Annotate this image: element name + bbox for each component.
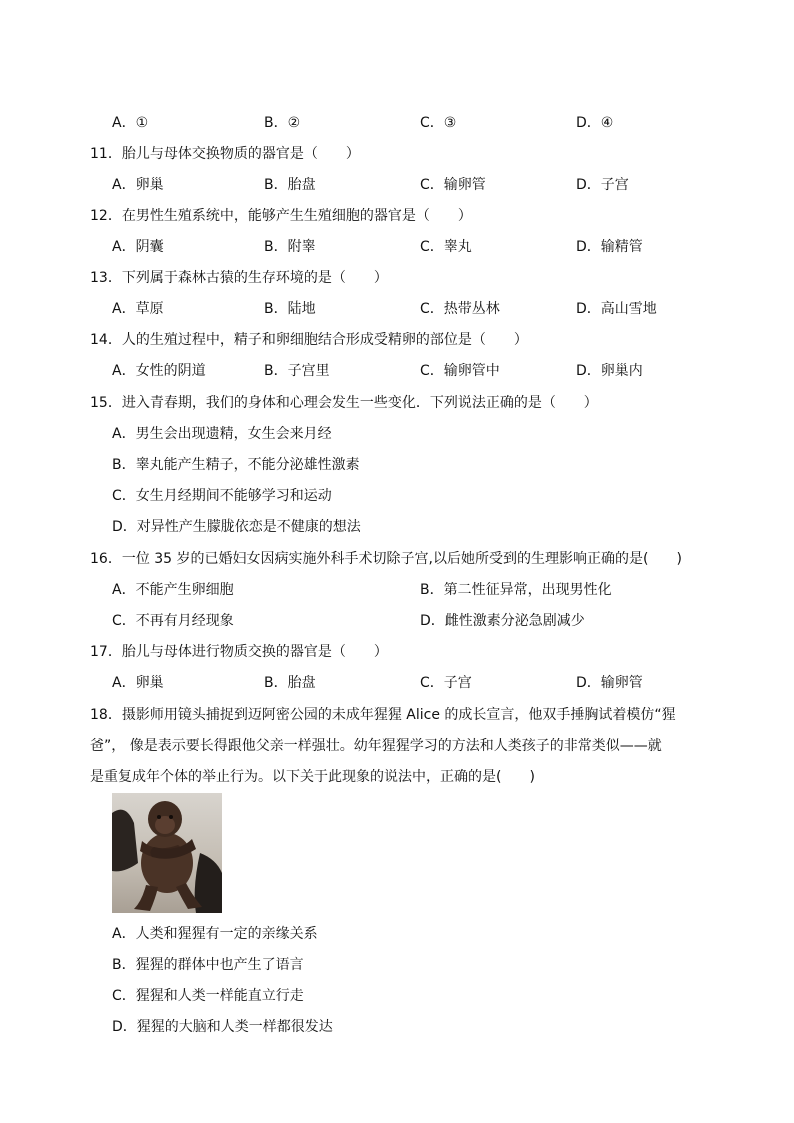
q18-option-c: C．猩猩和人类一样能直立行走 — [112, 988, 304, 1004]
q16-stem: 16．一位 35 岁的已婚妇女因病实施外科手术切除子宫,以后她所受到的生理影响正确的是( ) — [90, 551, 682, 567]
q11-option-c: C．输卵管 — [420, 177, 486, 193]
q11-stem: 11．胎儿与母体交换物质的器官是（ ） — [90, 146, 360, 162]
gorilla-illustration — [112, 793, 222, 913]
q13-option-d: D．高山雪地 — [576, 301, 657, 317]
q15-option-c: C．女生月经期间不能够学习和运动 — [112, 488, 332, 504]
q16-option-b: B．第二性征异常，出现男性化 — [420, 582, 612, 598]
q12-option-d: D．输精管 — [576, 239, 643, 255]
q15-stem: 15．进入青春期，我们的身体和心理会发生一些变化．下列说法正确的是（ ） — [90, 395, 598, 411]
q15-option-d: D．对异性产生朦胧依恋是不健康的想法 — [112, 519, 361, 535]
q10-option-d: D．④ — [576, 115, 614, 131]
q16-option-a: A．不能产生卵细胞 — [112, 582, 234, 598]
q18-stem-line-3: 是重复成年个体的举止行为。以下关于此现象的说法中，正确的是( ) — [90, 769, 535, 785]
q15-option-a: A．男生会出现遗精，女生会来月经 — [112, 426, 332, 442]
q18-option-b: B．猩猩的群体中也产生了语言 — [112, 957, 304, 973]
q17-option-b: B．胎盘 — [264, 675, 316, 691]
q17-stem: 17．胎儿与母体进行物质交换的器官是（ ） — [90, 644, 388, 660]
q12-option-a: A．阴囊 — [112, 239, 164, 255]
q17-option-d: D．输卵管 — [576, 675, 643, 691]
q13-option-b: B．陆地 — [264, 301, 316, 317]
q14-stem: 14．人的生殖过程中，精子和卵细胞结合形成受精卵的部位是（ ） — [90, 332, 528, 348]
q18-option-d: D．猩猩的大脑和人类一样都很发达 — [112, 1019, 333, 1035]
q13-option-c: C．热带丛林 — [420, 301, 500, 317]
q18-option-a: A．人类和猩猩有一定的亲缘关系 — [112, 926, 318, 942]
q12-option-b: B．附睾 — [264, 239, 316, 255]
q12-stem: 12．在男性生殖系统中，能够产生生殖细胞的器官是（ ） — [90, 208, 472, 224]
q14-option-b: B．子宫里 — [264, 363, 330, 379]
gorilla-photo — [112, 793, 222, 913]
q15-option-b: B．睾丸能产生精子，不能分泌雄性激素 — [112, 457, 360, 473]
q14-option-c: C．输卵管中 — [420, 363, 500, 379]
q14-option-a: A．女性的阴道 — [112, 363, 206, 379]
q18-stem-line-1: 18．摄影师用镜头捕捉到迈阿密公园的未成年猩猩 Alice 的成长宣言，他双手捶胸试着模仿“猩 — [90, 707, 676, 723]
q12-option-c: C．睾丸 — [420, 239, 472, 255]
q13-stem: 13．下列属于森林古猿的生存环境的是（ ） — [90, 270, 388, 286]
q17-option-c: C．子宫 — [420, 675, 472, 691]
q14-option-d: D．卵巢内 — [576, 363, 643, 379]
q16-option-d: D．雌性激素分泌急剧减少 — [420, 613, 585, 629]
q10-option-c: C．③ — [420, 115, 457, 131]
q16-option-c: C．不再有月经现象 — [112, 613, 234, 629]
q11-option-d: D．子宫 — [576, 177, 629, 193]
q11-option-a: A．卵巢 — [112, 177, 164, 193]
q17-option-a: A．卵巢 — [112, 675, 164, 691]
q11-option-b: B．胎盘 — [264, 177, 316, 193]
q18-stem-line-2: 爸”， 像是表示要长得跟他父亲一样强壮。幼年猩猩学习的方法和人类孩子的非常类似——就 — [90, 738, 662, 754]
q10-option-a: A．① — [112, 115, 149, 131]
q10-option-b: B．② — [264, 115, 301, 131]
q13-option-a: A．草原 — [112, 301, 164, 317]
